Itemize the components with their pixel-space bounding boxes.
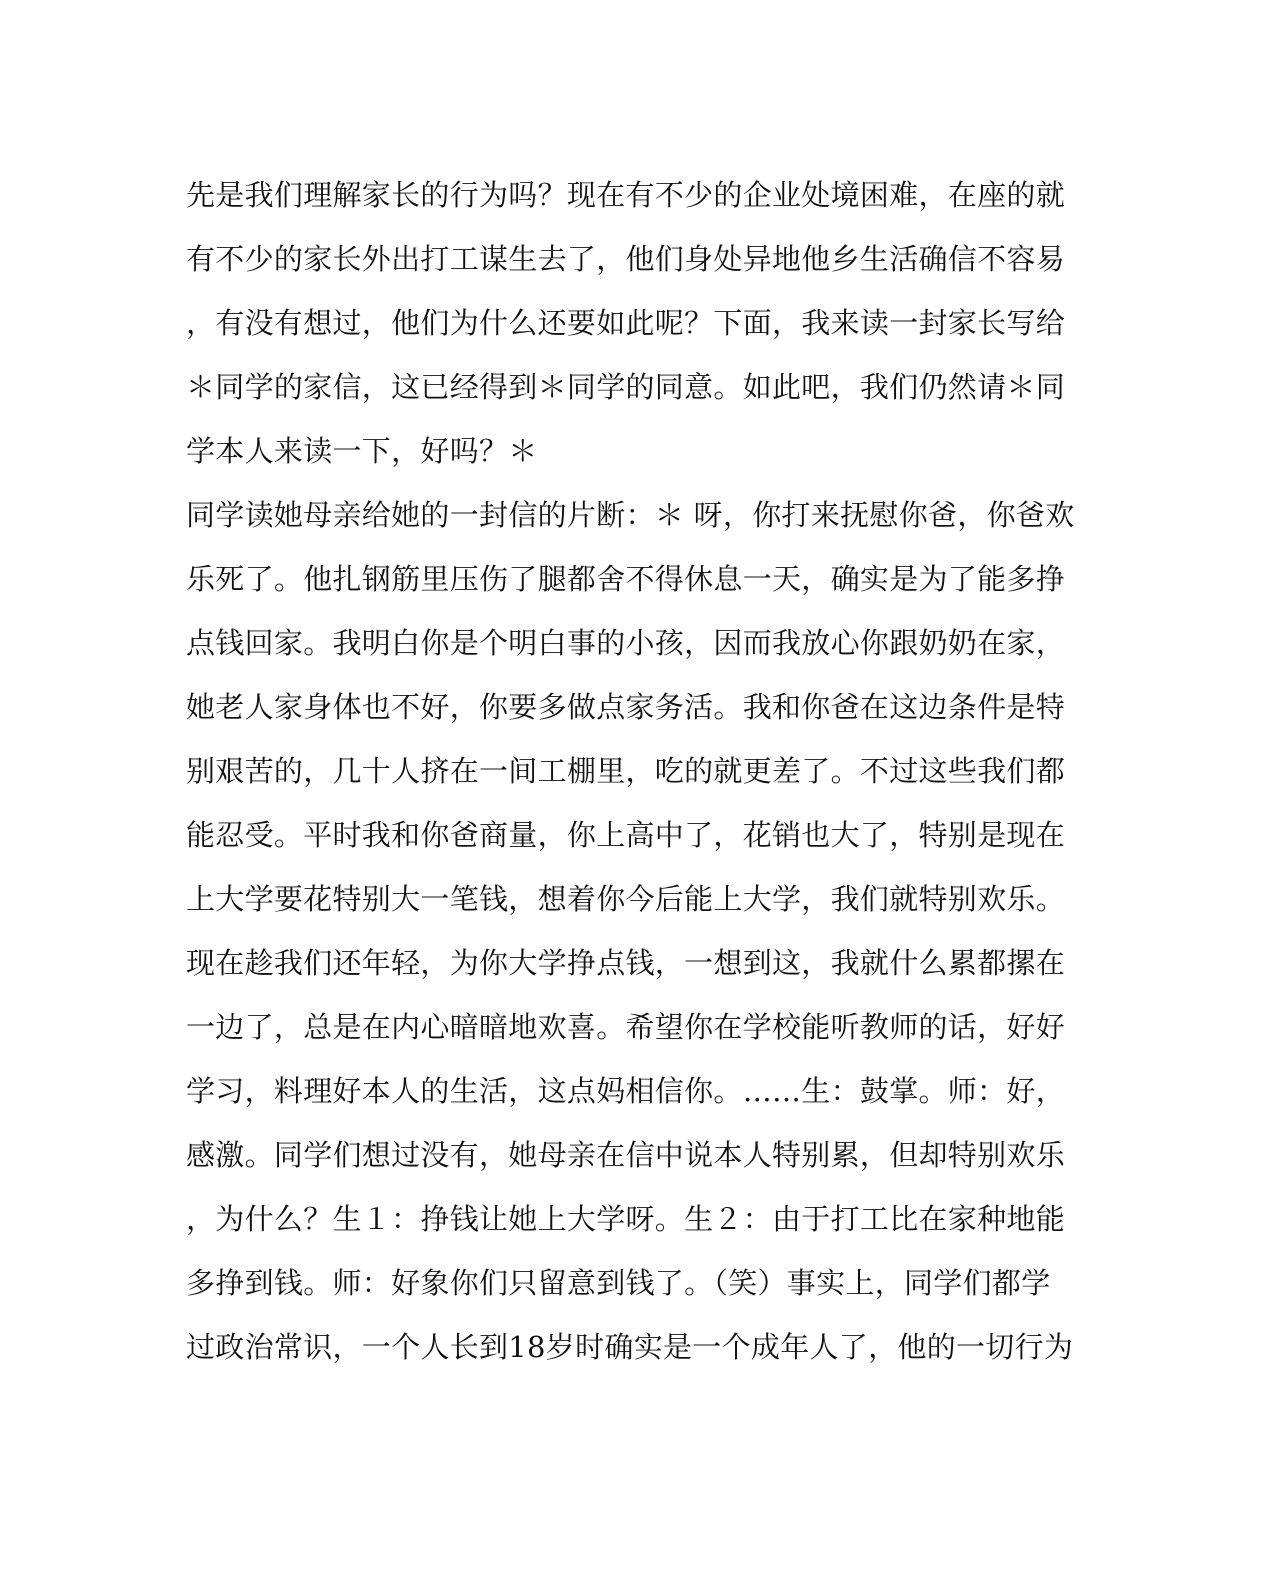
text-line: 先是我们理解家长的行为吗？现在有不少的企业处境困难，在座的就: [186, 178, 1066, 212]
text-line: 现在趁我们还年轻，为你大学挣点钱，一想到这，我就什么累都摞在: [186, 946, 1066, 980]
text-line: 感激。同学们想过没有，她母亲在信中说本人特别累，但却特别欢乐: [186, 1138, 1066, 1172]
text-line: 同学读她母亲给她的一封信的片断：＊ 呀，你打来抚慰你爸，你爸欢: [186, 498, 1075, 532]
text-line: 一边了，总是在内心暗暗地欢喜。希望你在学校能听教师的话，好好: [186, 1010, 1066, 1044]
text-line: 学本人来读一下，好吗？＊: [186, 434, 538, 468]
text-line: 学习，料理好本人的生活，这点妈相信你。……生：鼓掌。师：好，: [186, 1074, 1066, 1108]
text-line: 过政治常识，一个人长到18岁时确实是一个成年人了，他的一切行为: [186, 1330, 1074, 1364]
text-line: 点钱回家。我明白你是个明白事的小孩，因而我放心你跟奶奶在家，: [186, 626, 1066, 660]
text-line: ，为什么？生１：挣钱让她上大学呀。生２：由于打工比在家种地能: [186, 1202, 1066, 1236]
text-line: 乐死了。他扎钢筋里压伤了腿都舍不得休息一天，确实是为了能多挣: [186, 562, 1066, 596]
text-line: 她老人家身体也不好，你要多做点家务活。我和你爸在这边条件是特: [186, 690, 1066, 724]
text-line: 能忍受。平时我和你爸商量，你上高中了，花销也大了，特别是现在: [186, 818, 1066, 852]
text-line: 别艰苦的，几十人挤在一间工棚里，吃的就更差了。不过这些我们都: [186, 754, 1066, 788]
text-line: ＊同学的家信，这已经得到＊同学的同意。如此吧，我们仍然请＊同: [186, 370, 1066, 404]
text-line: ，有没有想过，他们为什么还要如此呢？下面，我来读一封家长写给: [186, 306, 1066, 340]
text-line: 上大学要花特别大一笔钱，想着你今后能上大学，我们就特别欢乐。: [186, 882, 1066, 916]
text-line: 多挣到钱。师：好象你们只留意到钱了。（笑）事实上，同学们都学: [186, 1266, 1051, 1300]
body-text: [186, 163, 1086, 1379]
text-line: 有不少的家长外出打工谋生去了，他们身处异地他乡生活确信不容易: [186, 242, 1066, 276]
